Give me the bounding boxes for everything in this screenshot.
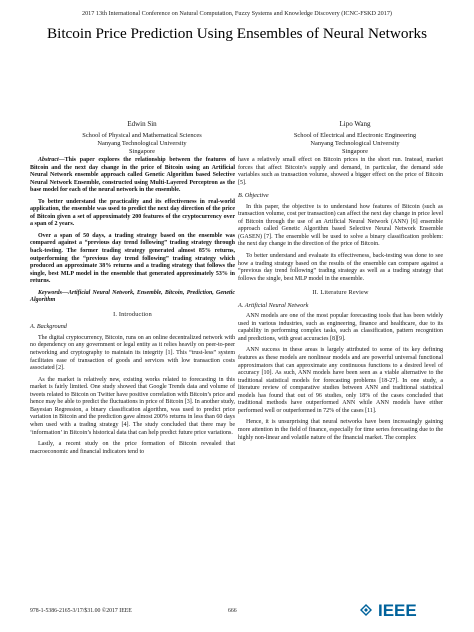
body-paragraph: have a relatively small effect on Bitcoin prices in the short run. Instead, market forces that affect Bitcoin’s supply and demand, in particular, the demand side variables such as transaction volume, showed a bigger effect on the price of Bitcoin [5]. [238,157,443,186]
keywords-text: —Artificial Neural Network, Ensemble, Bitcoin, Prediction, Genetic Algorithm [30,289,235,304]
subsection-heading-background: A. Background [30,323,67,331]
ieee-logo-text: IEEE [378,601,417,620]
abstract-paragraph-3: Over a span of 50 days, a trading strategy based on the ensemble was compared against a “previous day trend following” trading strategy through back-testing. The former trading strategy generated almost 85% returns, outperforming the “previous day trend following” trading strategy which produced an approximate 38% returns and a trading strategy that follows the single, best MLP model in the ensemble that generated approximately 53% in returns. [30,232,235,285]
body-paragraph: ANN models are one of the most popular forecasting tools that has been widely used in various industries, such as engineering, finance and healthcare, due to its capability in performing complex tasks, such as classification, pattern recognition and predictions, with great accuracies [8][9]. [238,313,443,342]
author-block-2 [255,120,455,156]
ieee-logo-icon [356,600,456,620]
conference-header: 2017 13th International Conference on Natural Computation, Fuzzy Systems and Knowledge Discovery (ICNC-FSKD 2017) [81,10,392,17]
page-number: 666 [228,608,237,614]
left-column [30,157,235,460]
body-paragraph: In this paper, the objective is to understand how features of Bitcoin (such as transaction volume, cost per transaction) can affect the next day change in price level of Bitcoin through the use of an Artificial Neural Network (ANN) [6] ensemble approach called Genetic Algorithm based Selective Neural Network Ensemble (GASEN) [7]. The ensemble will be used to solve a binary classification problem: the next day change in the direction of the price of Bitcoin. [238,203,443,248]
section-heading-literature-review: II. Literature Review [312,289,369,297]
author-location: Singapore [129,148,155,155]
body-paragraph: Lastly, a recent study on the price formation of Bitcoin revealed that macroeconomic and financial indicators tend to [30,441,235,455]
right-column [238,157,443,446]
subsection-heading-objective: B. Objective [238,192,269,200]
author-location: Singapore [342,148,368,155]
author-name: Edwin Sin [127,120,157,128]
paper-title: Bitcoin Price Prediction Using Ensembles of Neural Networks [46,25,428,42]
body-paragraph: The digital cryptocurrency, Bitcoin, runs on an online decentralized network with no dependency on any government or legal entity as it relies heavily on peer-to-peer networking and cryptography to maintain its integrity [1]. This “trust-less” system facilitates ease of transaction of goods and services with low transaction costs associated [2]. [30,334,235,372]
keywords-label: Keywords [38,289,62,296]
author-name: Lipo Wang [339,120,371,128]
footer-copyright: 978-1-5386-2165-3/17/$31.00 ©2017 IEEE [30,608,132,614]
author-department: School of Physical and Mathematical Sciences [82,132,202,139]
abstract-text: —This paper explores the relationship between the features of Bitcoin and the next day change in the price of Bitcoin using an Artificial Neural Network ensemble approach called Genetic Algorithm based Selective Neural Network Ensemble, constructed using Multi-Layered Perceptron as the base model for each of the neural network in the ensemble. [30,157,235,194]
section-heading-introduction: I. Introduction [113,310,152,318]
abstract-paragraph-2: To better understand the practicality and its effectiveness in real-world application, the ensemble was used to predict the next day direction of the price of Bitcoin given a set of approximately 200 features of the cryptocurrency over a span of 2 years. [30,198,235,228]
author-department: School of Electrical and Electronic Engineering [293,132,417,139]
abstract-paragraph [30,157,235,195]
author-university: Nanyang Technological University [97,140,187,147]
author-university: Nanyang Technological University [310,140,400,147]
abstract-label: Abstract [38,157,59,163]
subsection-heading-ann: A. Artificial Neural Network [238,301,309,309]
keywords [30,290,235,305]
body-paragraph: As the market is relatively new, existing works related to forecasting in this market is fairly limited. One study showed that Google Trends data and volume of tweets related to Bitcoin on Twitter have positive correlation with Bitcoin’s price and hence may be able to predict the fluctuations in price of Bitcoin [3]. In another study, Bayesian Regression, a binary classification algorithm, was used to predict price variation in Bitcoin and the prediction gave almost 200% returns in less than 60 days when used with a trading strategy [4]. The study concluded that there may be ‘information’ in Bitcoin’s historical data that can help predict future price variations. [30,376,235,436]
body-paragraph: ANN success in these areas is largely attributed to some of its key defining features as these models are nonlinear models and are powerful universal functional approximators that can approximate any continuous functions to a desired level of accuracy [10]. As such, ANN models have been seen as a viable alternative to the traditional statistical models for forecasting problems [18-27]. In one study, a literature review of comparative studies between ANN and traditional statistical models has found that out of 96 studies, only 18% of the cases concluded that traditional methods have outperformed ANN while ANN models have either performed well or outperformed in 72% of the cases [11]. [238,347,443,414]
author-block-1 [42,120,242,156]
body-paragraph: To better understand and evaluate its effectiveness, back-testing was done to see how a trading strategy based on the results of the ensemble can compare against a “previous day trend following” trading strategy as well as a trading strategy that follows the single, best MLP model in the ensemble. [238,253,443,282]
body-paragraph: Hence, it is unsurprising that neural networks have been increasingly gaining more attention in the field of finance, especially for time series forecasting due to the highly non-linear and volatile nature of the financial market. The complex [238,419,443,441]
